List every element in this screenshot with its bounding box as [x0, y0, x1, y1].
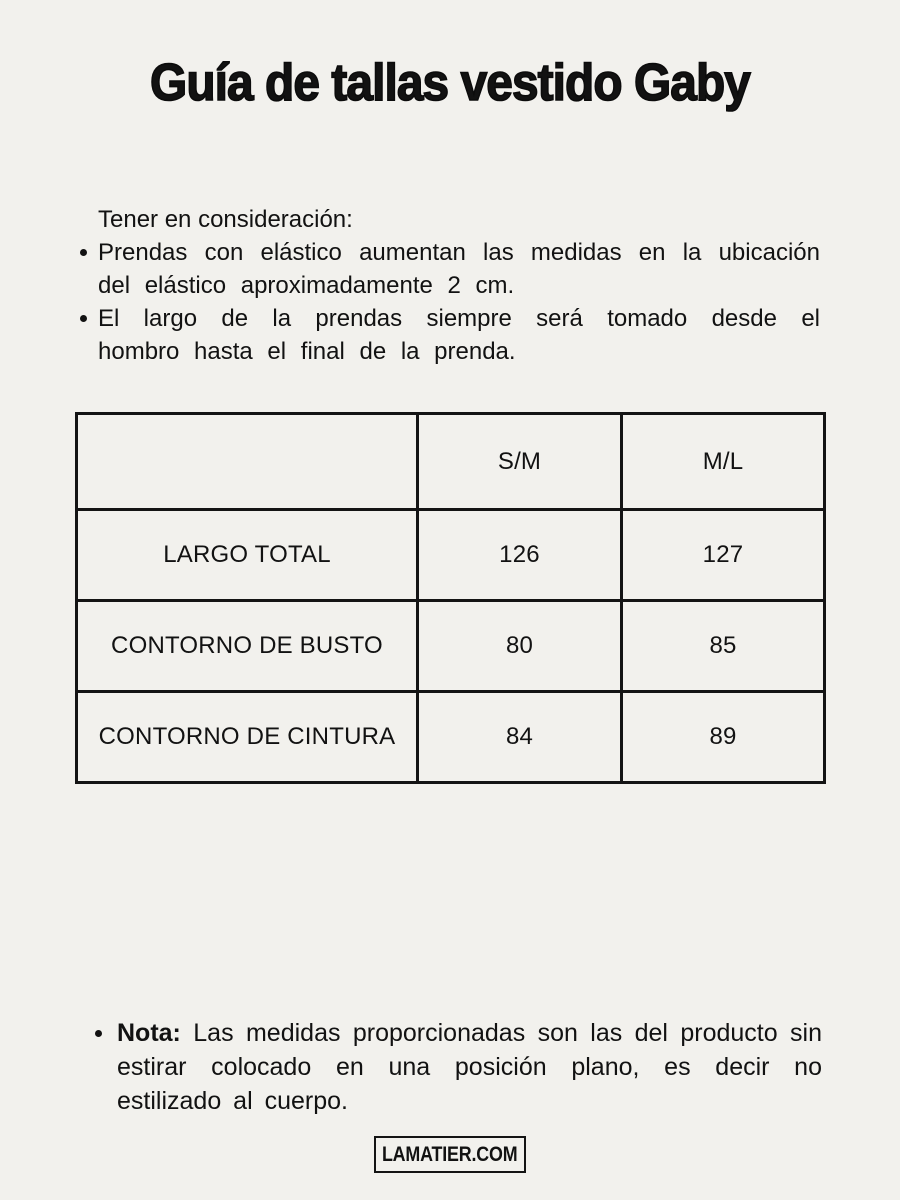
size-table — [75, 412, 826, 784]
size-table-header-row — [77, 414, 825, 510]
table-row — [77, 692, 825, 783]
bullet-icon — [80, 315, 87, 322]
size-column-header: M/L — [622, 414, 825, 510]
considerations-lead: Tener en consideración: — [98, 206, 353, 233]
measure-value: 80 — [418, 601, 622, 692]
measure-label: CONTORNO DE CINTURA — [77, 692, 418, 783]
considerations-section — [78, 203, 820, 368]
measure-label: LARGO TOTAL — [77, 510, 418, 601]
bullet-icon — [95, 1030, 102, 1037]
measure-value: 127 — [622, 510, 825, 601]
brand-box — [374, 1136, 526, 1173]
note-item — [95, 1016, 822, 1118]
page-title: Guía de tallas vestido Gaby — [150, 54, 750, 112]
measure-label: CONTORNO DE BUSTO — [77, 601, 418, 692]
consideration-item — [78, 236, 820, 302]
measure-value: 89 — [622, 692, 825, 783]
footer — [0, 1136, 900, 1173]
bullet-icon — [80, 249, 87, 256]
note-text: Las medidas proporcionadas son las del producto sin estirar colocado en una posición plano, es decir no estilizado al cuerpo. — [117, 1019, 822, 1115]
brand-name: LAMATIER.COM — [382, 1142, 518, 1166]
table-row — [77, 510, 825, 601]
measure-value: 126 — [418, 510, 622, 601]
table-row — [77, 601, 825, 692]
measure-value: 84 — [418, 692, 622, 783]
size-column-header: S/M — [418, 414, 622, 510]
note-label: Nota: — [117, 1019, 181, 1047]
consideration-item — [78, 302, 820, 368]
consideration-text: El largo de la prendas siempre será tomado desde el hombro hasta el final de la prenda. — [98, 305, 820, 365]
note-section — [95, 1016, 822, 1118]
consideration-text: Prendas con elástico aumentan las medidas en la ubicación del elástico aproximadamente 2 cm. — [98, 239, 820, 299]
measure-value: 85 — [622, 601, 825, 692]
size-table-corner-cell — [77, 414, 418, 510]
